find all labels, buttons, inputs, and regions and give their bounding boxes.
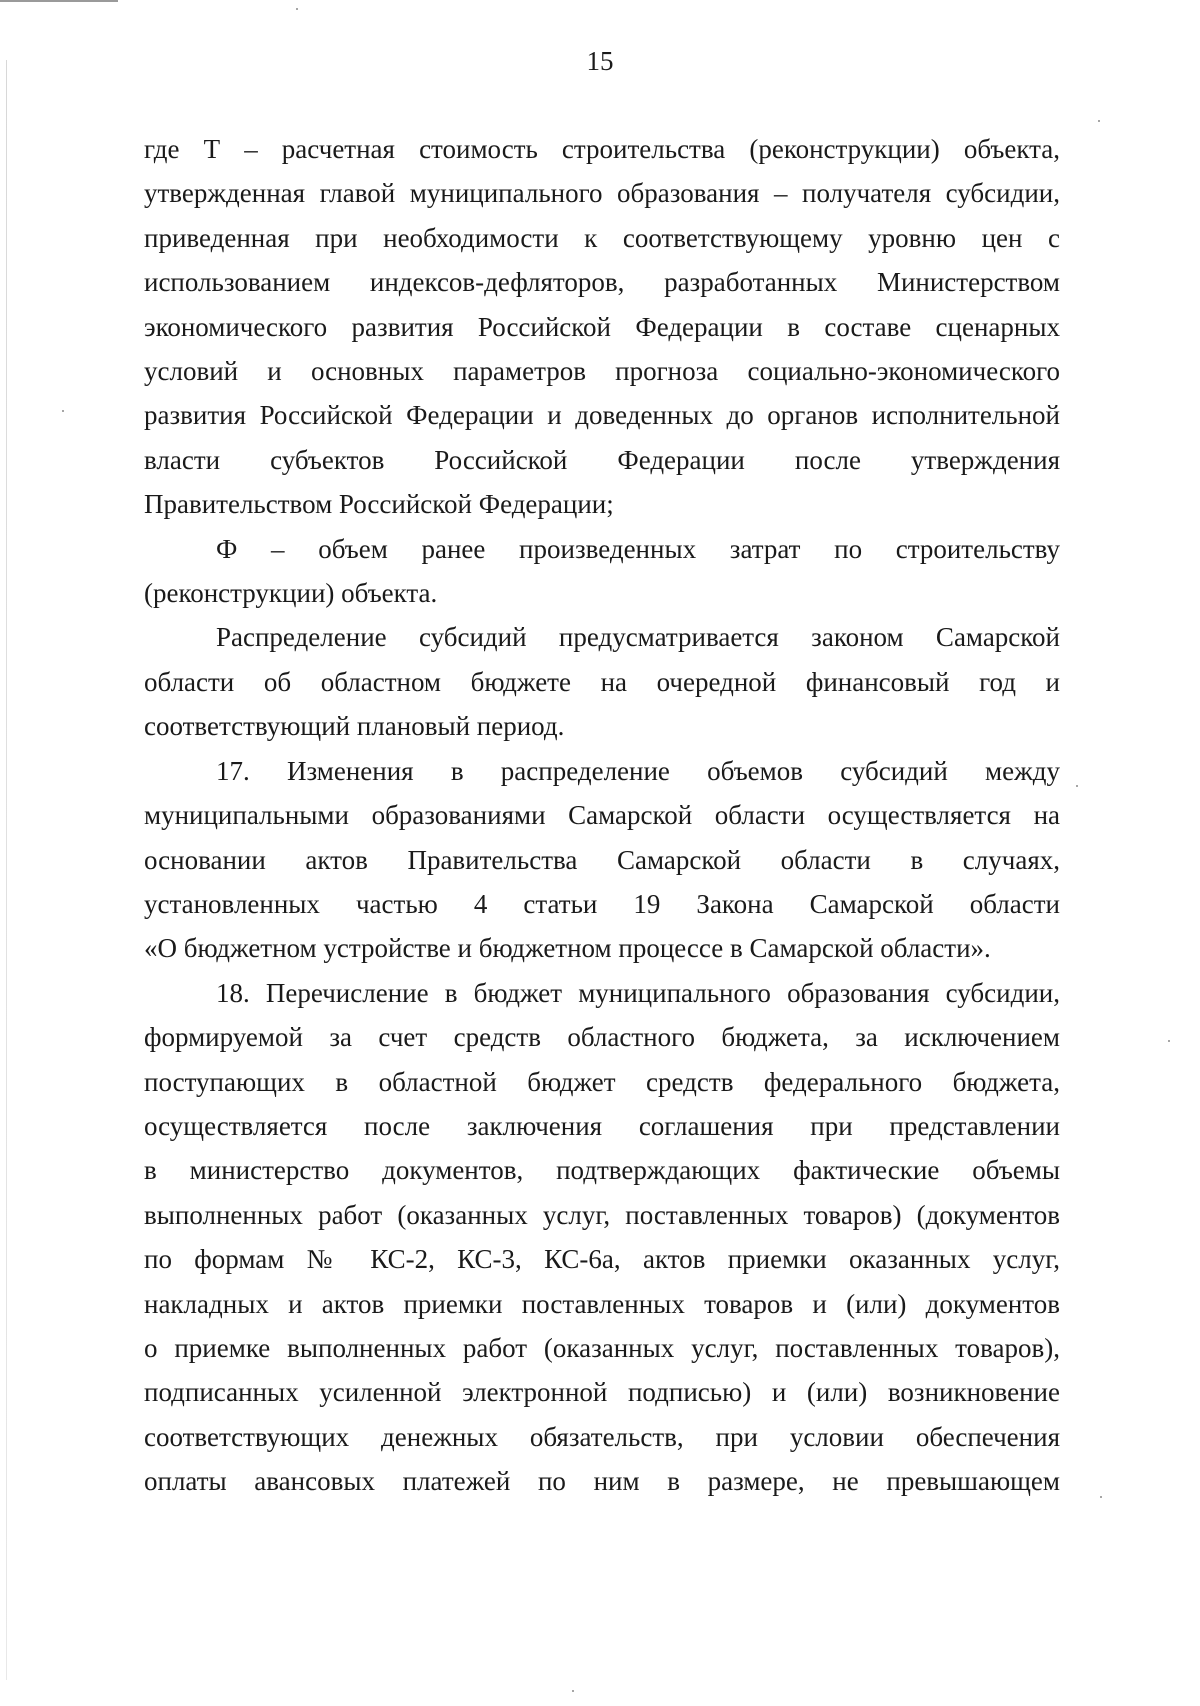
scan-artifact-top-line xyxy=(0,0,118,2)
text-line: развития Российской Федерации и доведенных до органов исполнительной xyxy=(144,400,1060,431)
text-line: по формам № КС-2, КС-3, КС-6а, актов приемки оказанных услуг, xyxy=(144,1244,1060,1275)
paragraph xyxy=(144,615,1060,748)
scan-speck xyxy=(1076,785,1078,787)
scan-speck xyxy=(572,1690,574,1692)
text-line: муниципальными образованиями Самарской области осуществляется на xyxy=(144,800,1060,831)
text-line: 18. Перечисление в бюджет муниципального образования субсидии, xyxy=(216,977,1060,1008)
text-line: использованием индексов-дефляторов, разработанных Министерством xyxy=(144,267,1060,298)
text-line: условий и основных параметров прогноза социально-экономического xyxy=(144,356,1060,387)
text-line: Правительством Российской Федерации; xyxy=(144,489,614,520)
text-line: накладных и актов приемки поставленных товаров и (или) документов xyxy=(144,1288,1060,1319)
text-line: утвержденная главой муниципального образования – получателя субсидии, xyxy=(144,178,1060,209)
text-line: поступающих в областной бюджет средств федерального бюджета, xyxy=(144,1066,1060,1097)
paragraph xyxy=(144,527,1060,616)
text-line: области об областном бюджете на очередной финансовый год и xyxy=(144,666,1060,697)
text-line: подписанных усиленной электронной подписью) и (или) возникновение xyxy=(144,1377,1060,1408)
scan-speck xyxy=(1168,1040,1170,1042)
text-line: экономического развития Российской Федерации в составе сценарных xyxy=(144,311,1060,342)
text-line: оплаты авансовых платежей по ним в размере, не превышающем xyxy=(144,1466,1060,1497)
paragraph xyxy=(144,127,1060,527)
text-line: Распределение субсидий предусматривается законом Самарской xyxy=(216,622,1060,653)
text-line: установленных частью 4 статьи 19 Закона Самарской области xyxy=(144,888,1060,919)
scan-artifact-left-edge xyxy=(6,60,7,1680)
text-line: формируемой за счет средств областного бюджета, за исключением xyxy=(144,1022,1060,1053)
text-line: «О бюджетном устройстве и бюджетном процессе в Самарской области». xyxy=(144,933,991,964)
document-body xyxy=(144,127,1060,1504)
text-line: Ф – объем ранее произведенных затрат по строительству xyxy=(216,533,1060,564)
scan-speck xyxy=(1100,1496,1102,1498)
text-line: соответствующий плановый период. xyxy=(144,711,565,742)
scan-speck xyxy=(296,8,298,10)
text-line: основании актов Правительства Самарской области в случаях, xyxy=(144,844,1060,875)
text-line: о приемке выполненных работ (оказанных услуг, поставленных товаров), xyxy=(144,1332,1060,1363)
text-line: (реконструкции) объекта. xyxy=(144,578,438,609)
page-number: 15 xyxy=(586,46,614,76)
paragraph xyxy=(144,971,1060,1504)
scan-speck xyxy=(1098,120,1100,122)
text-line: где Т – расчетная стоимость строительства (реконструкции) объекта, xyxy=(144,134,1060,164)
text-line: власти субъектов Российской Федерации после утверждения xyxy=(144,444,1060,475)
text-line: 17. Изменения в распределение объемов субсидий между xyxy=(216,755,1060,786)
text-line: в министерство документов, подтверждающих фактические объемы xyxy=(144,1155,1060,1186)
text-line: выполненных работ (оказанных услуг, поставленных товаров) (документов xyxy=(144,1199,1060,1230)
text-line: соответствующих денежных обязательств, при условии обеспечения xyxy=(144,1421,1060,1452)
scan-speck xyxy=(62,410,64,412)
paragraph xyxy=(144,749,1060,971)
text-line: приведенная при необходимости к соответствующему уровню цен с xyxy=(144,222,1060,253)
text-line: осуществляется после заключения соглашения при представлении xyxy=(144,1110,1060,1141)
